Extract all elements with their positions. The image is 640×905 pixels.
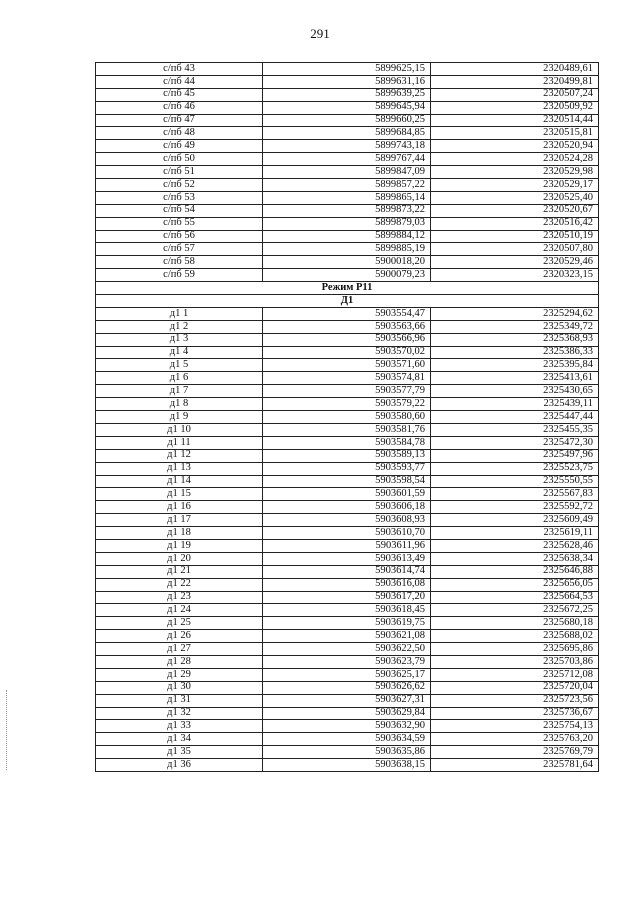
x-coordinate-cell: 5903611,96 xyxy=(263,539,431,552)
y-coordinate-cell: 2320510,19 xyxy=(431,230,599,243)
x-coordinate-cell: 5903613,49 xyxy=(263,552,431,565)
point-name-cell: с/пб 53 xyxy=(96,191,263,204)
x-coordinate-cell: 5903593,77 xyxy=(263,462,431,475)
point-name-cell: д1 20 xyxy=(96,552,263,565)
x-coordinate-cell: 5899684,85 xyxy=(263,127,431,140)
point-name-cell: с/пб 51 xyxy=(96,166,263,179)
point-name-cell: д1 11 xyxy=(96,436,263,449)
coordinates-table-body xyxy=(96,63,599,772)
point-name-cell: д1 35 xyxy=(96,746,263,759)
table-row xyxy=(96,88,599,101)
point-name-cell: д1 24 xyxy=(96,604,263,617)
x-coordinate-cell: 5903570,02 xyxy=(263,346,431,359)
point-name-cell: с/пб 54 xyxy=(96,204,263,217)
x-coordinate-cell: 5903580,60 xyxy=(263,411,431,424)
x-coordinate-cell: 5903616,08 xyxy=(263,578,431,591)
x-coordinate-cell: 5903589,13 xyxy=(263,449,431,462)
y-coordinate-cell: 2325430,65 xyxy=(431,385,599,398)
x-coordinate-cell: 5903622,50 xyxy=(263,643,431,656)
y-coordinate-cell: 2325439,11 xyxy=(431,398,599,411)
y-coordinate-cell: 2320529,46 xyxy=(431,256,599,269)
point-name-cell: д1 17 xyxy=(96,514,263,527)
point-name-cell: д1 7 xyxy=(96,385,263,398)
table-row xyxy=(96,166,599,179)
point-name-cell: с/пб 45 xyxy=(96,88,263,101)
point-name-cell: д1 26 xyxy=(96,630,263,643)
point-name-cell: с/пб 48 xyxy=(96,127,263,140)
point-name-cell: с/пб 59 xyxy=(96,269,263,282)
y-coordinate-cell: 2325386,33 xyxy=(431,346,599,359)
x-coordinate-cell: 5903579,22 xyxy=(263,398,431,411)
point-name-cell: д1 19 xyxy=(96,539,263,552)
point-name-cell: д1 3 xyxy=(96,333,263,346)
y-coordinate-cell: 2325664,53 xyxy=(431,591,599,604)
x-coordinate-cell: 5899639,25 xyxy=(263,88,431,101)
table-row xyxy=(96,733,599,746)
table-row xyxy=(96,204,599,217)
table-row xyxy=(96,707,599,720)
x-coordinate-cell: 5903614,74 xyxy=(263,565,431,578)
point-name-cell: с/пб 56 xyxy=(96,230,263,243)
point-name-cell: д1 21 xyxy=(96,565,263,578)
x-coordinate-cell: 5903627,31 xyxy=(263,694,431,707)
y-coordinate-cell: 2320323,15 xyxy=(431,269,599,282)
y-coordinate-cell: 2325592,72 xyxy=(431,501,599,514)
y-coordinate-cell: 2325455,35 xyxy=(431,423,599,436)
table-row xyxy=(96,63,599,76)
x-coordinate-cell: 5903635,86 xyxy=(263,746,431,759)
x-coordinate-cell: 5899645,94 xyxy=(263,101,431,114)
y-coordinate-cell: 2325656,05 xyxy=(431,578,599,591)
y-coordinate-cell: 2325638,34 xyxy=(431,552,599,565)
y-coordinate-cell: 2320525,40 xyxy=(431,191,599,204)
point-name-cell: д1 4 xyxy=(96,346,263,359)
point-name-cell: д1 8 xyxy=(96,398,263,411)
table-row xyxy=(96,372,599,385)
point-name-cell: д1 5 xyxy=(96,359,263,372)
y-coordinate-cell: 2325523,75 xyxy=(431,462,599,475)
y-coordinate-cell: 2325567,83 xyxy=(431,488,599,501)
point-name-cell: д1 2 xyxy=(96,320,263,333)
y-coordinate-cell: 2320507,80 xyxy=(431,243,599,256)
y-coordinate-cell: 2325609,49 xyxy=(431,514,599,527)
table-row xyxy=(96,694,599,707)
point-name-cell: д1 36 xyxy=(96,759,263,772)
table-row xyxy=(96,539,599,552)
point-name-cell: с/пб 52 xyxy=(96,179,263,192)
table-row xyxy=(96,746,599,759)
y-coordinate-cell: 2325447,44 xyxy=(431,411,599,424)
y-coordinate-cell: 2325736,67 xyxy=(431,707,599,720)
table-row xyxy=(96,320,599,333)
table-row xyxy=(96,217,599,230)
table-row xyxy=(96,617,599,630)
x-coordinate-cell: 5899660,25 xyxy=(263,114,431,127)
table-row xyxy=(96,423,599,436)
table-row xyxy=(96,243,599,256)
table-row xyxy=(96,449,599,462)
y-coordinate-cell: 2320529,17 xyxy=(431,179,599,192)
y-coordinate-cell: 2325349,72 xyxy=(431,320,599,333)
y-coordinate-cell: 2325695,86 xyxy=(431,643,599,656)
table-row xyxy=(96,578,599,591)
table-row xyxy=(96,153,599,166)
table-row xyxy=(96,514,599,527)
point-name-cell: д1 29 xyxy=(96,668,263,681)
table-row xyxy=(96,436,599,449)
point-name-cell: д1 25 xyxy=(96,617,263,630)
point-name-cell: с/пб 49 xyxy=(96,140,263,153)
section-row xyxy=(96,282,599,295)
point-name-cell: д1 31 xyxy=(96,694,263,707)
point-name-cell: д1 23 xyxy=(96,591,263,604)
y-coordinate-cell: 2320524,28 xyxy=(431,153,599,166)
y-coordinate-cell: 2325763,20 xyxy=(431,733,599,746)
y-coordinate-cell: 2325550,55 xyxy=(431,475,599,488)
x-coordinate-cell: 5899767,44 xyxy=(263,153,431,166)
y-coordinate-cell: 2320514,44 xyxy=(431,114,599,127)
table-row xyxy=(96,140,599,153)
x-coordinate-cell: 5903601,59 xyxy=(263,488,431,501)
table-row xyxy=(96,411,599,424)
point-name-cell: с/пб 46 xyxy=(96,101,263,114)
y-coordinate-cell: 2325769,79 xyxy=(431,746,599,759)
y-coordinate-cell: 2325720,04 xyxy=(431,681,599,694)
x-coordinate-cell: 5899847,09 xyxy=(263,166,431,179)
table-row xyxy=(96,346,599,359)
table-row xyxy=(96,655,599,668)
x-coordinate-cell: 5899885,19 xyxy=(263,243,431,256)
x-coordinate-cell: 5903598,54 xyxy=(263,475,431,488)
y-coordinate-cell: 2325781,64 xyxy=(431,759,599,772)
table-row xyxy=(96,488,599,501)
x-coordinate-cell: 5903623,79 xyxy=(263,655,431,668)
y-coordinate-cell: 2320529,98 xyxy=(431,166,599,179)
table-row xyxy=(96,333,599,346)
y-coordinate-cell: 2325368,93 xyxy=(431,333,599,346)
binding-margin-marks xyxy=(6,690,9,770)
y-coordinate-cell: 2320499,81 xyxy=(431,75,599,88)
table-row xyxy=(96,720,599,733)
table-row xyxy=(96,630,599,643)
x-coordinate-cell: 5903563,66 xyxy=(263,320,431,333)
table-row xyxy=(96,462,599,475)
point-name-cell: с/пб 44 xyxy=(96,75,263,88)
table-row xyxy=(96,269,599,282)
y-coordinate-cell: 2325497,96 xyxy=(431,449,599,462)
point-name-cell: д1 34 xyxy=(96,733,263,746)
y-coordinate-cell: 2325723,56 xyxy=(431,694,599,707)
coordinates-table xyxy=(95,62,599,772)
point-name-cell: д1 18 xyxy=(96,527,263,540)
x-coordinate-cell: 5903619,75 xyxy=(263,617,431,630)
point-name-cell: д1 15 xyxy=(96,488,263,501)
x-coordinate-cell: 5903629,84 xyxy=(263,707,431,720)
y-coordinate-cell: 2320520,67 xyxy=(431,204,599,217)
table-row xyxy=(96,75,599,88)
x-coordinate-cell: 5903626,62 xyxy=(263,681,431,694)
y-coordinate-cell: 2325680,18 xyxy=(431,617,599,630)
x-coordinate-cell: 5903606,18 xyxy=(263,501,431,514)
point-name-cell: с/пб 58 xyxy=(96,256,263,269)
x-coordinate-cell: 5903574,81 xyxy=(263,372,431,385)
point-name-cell: д1 27 xyxy=(96,643,263,656)
x-coordinate-cell: 5903584,78 xyxy=(263,436,431,449)
y-coordinate-cell: 2320507,24 xyxy=(431,88,599,101)
x-coordinate-cell: 5899857,22 xyxy=(263,179,431,192)
x-coordinate-cell: 5903610,70 xyxy=(263,527,431,540)
x-coordinate-cell: 5899873,22 xyxy=(263,204,431,217)
x-coordinate-cell: 5899865,14 xyxy=(263,191,431,204)
x-coordinate-cell: 5899743,18 xyxy=(263,140,431,153)
y-coordinate-cell: 2320520,94 xyxy=(431,140,599,153)
y-coordinate-cell: 2325646,88 xyxy=(431,565,599,578)
section-heading: Д1 xyxy=(96,295,599,308)
table-row xyxy=(96,668,599,681)
y-coordinate-cell: 2325628,46 xyxy=(431,539,599,552)
point-name-cell: д1 10 xyxy=(96,423,263,436)
table-row xyxy=(96,191,599,204)
y-coordinate-cell: 2320489,61 xyxy=(431,63,599,76)
x-coordinate-cell: 5903618,45 xyxy=(263,604,431,617)
point-name-cell: д1 9 xyxy=(96,411,263,424)
point-name-cell: с/пб 43 xyxy=(96,63,263,76)
y-coordinate-cell: 2325712,08 xyxy=(431,668,599,681)
point-name-cell: д1 1 xyxy=(96,307,263,320)
x-coordinate-cell: 5903625,17 xyxy=(263,668,431,681)
table-row xyxy=(96,101,599,114)
table-row xyxy=(96,501,599,514)
point-name-cell: д1 32 xyxy=(96,707,263,720)
y-coordinate-cell: 2325294,62 xyxy=(431,307,599,320)
table-row xyxy=(96,385,599,398)
table-row xyxy=(96,475,599,488)
y-coordinate-cell: 2320515,81 xyxy=(431,127,599,140)
point-name-cell: д1 22 xyxy=(96,578,263,591)
y-coordinate-cell: 2325413,61 xyxy=(431,372,599,385)
y-coordinate-cell: 2325619,11 xyxy=(431,527,599,540)
table-row xyxy=(96,256,599,269)
table-row xyxy=(96,114,599,127)
table-row xyxy=(96,127,599,140)
x-coordinate-cell: 5903634,59 xyxy=(263,733,431,746)
table-row xyxy=(96,759,599,772)
x-coordinate-cell: 5899884,12 xyxy=(263,230,431,243)
y-coordinate-cell: 2320516,42 xyxy=(431,217,599,230)
table-row xyxy=(96,552,599,565)
x-coordinate-cell: 5899631,16 xyxy=(263,75,431,88)
point-name-cell: д1 28 xyxy=(96,655,263,668)
x-coordinate-cell: 5899625,15 xyxy=(263,63,431,76)
x-coordinate-cell: 5903571,60 xyxy=(263,359,431,372)
x-coordinate-cell: 5903617,20 xyxy=(263,591,431,604)
y-coordinate-cell: 2325754,13 xyxy=(431,720,599,733)
x-coordinate-cell: 5903577,79 xyxy=(263,385,431,398)
point-name-cell: д1 16 xyxy=(96,501,263,514)
point-name-cell: д1 30 xyxy=(96,681,263,694)
point-name-cell: д1 33 xyxy=(96,720,263,733)
table-row xyxy=(96,591,599,604)
table-row xyxy=(96,681,599,694)
y-coordinate-cell: 2325395,84 xyxy=(431,359,599,372)
table-row xyxy=(96,643,599,656)
x-coordinate-cell: 5900018,20 xyxy=(263,256,431,269)
table-row xyxy=(96,179,599,192)
x-coordinate-cell: 5903632,90 xyxy=(263,720,431,733)
point-name-cell: с/пб 57 xyxy=(96,243,263,256)
table-row xyxy=(96,604,599,617)
x-coordinate-cell: 5903566,96 xyxy=(263,333,431,346)
point-name-cell: д1 13 xyxy=(96,462,263,475)
x-coordinate-cell: 5903581,76 xyxy=(263,423,431,436)
y-coordinate-cell: 2325672,25 xyxy=(431,604,599,617)
x-coordinate-cell: 5903608,93 xyxy=(263,514,431,527)
table-row xyxy=(96,527,599,540)
point-name-cell: д1 14 xyxy=(96,475,263,488)
point-name-cell: с/пб 55 xyxy=(96,217,263,230)
y-coordinate-cell: 2325703,86 xyxy=(431,655,599,668)
point-name-cell: д1 12 xyxy=(96,449,263,462)
point-name-cell: д1 6 xyxy=(96,372,263,385)
table-row xyxy=(96,565,599,578)
section-heading: Режим Р11 xyxy=(96,282,599,295)
point-name-cell: с/пб 47 xyxy=(96,114,263,127)
x-coordinate-cell: 5900079,23 xyxy=(263,269,431,282)
x-coordinate-cell: 5903621,08 xyxy=(263,630,431,643)
y-coordinate-cell: 2325472,30 xyxy=(431,436,599,449)
y-coordinate-cell: 2325688,02 xyxy=(431,630,599,643)
point-name-cell: с/пб 50 xyxy=(96,153,263,166)
table-row xyxy=(96,359,599,372)
x-coordinate-cell: 5903638,15 xyxy=(263,759,431,772)
x-coordinate-cell: 5899879,03 xyxy=(263,217,431,230)
section-row xyxy=(96,295,599,308)
table-row xyxy=(96,307,599,320)
table-row xyxy=(96,230,599,243)
table-row xyxy=(96,398,599,411)
y-coordinate-cell: 2320509,92 xyxy=(431,101,599,114)
x-coordinate-cell: 5903554,47 xyxy=(263,307,431,320)
page-number: 291 xyxy=(310,26,330,41)
